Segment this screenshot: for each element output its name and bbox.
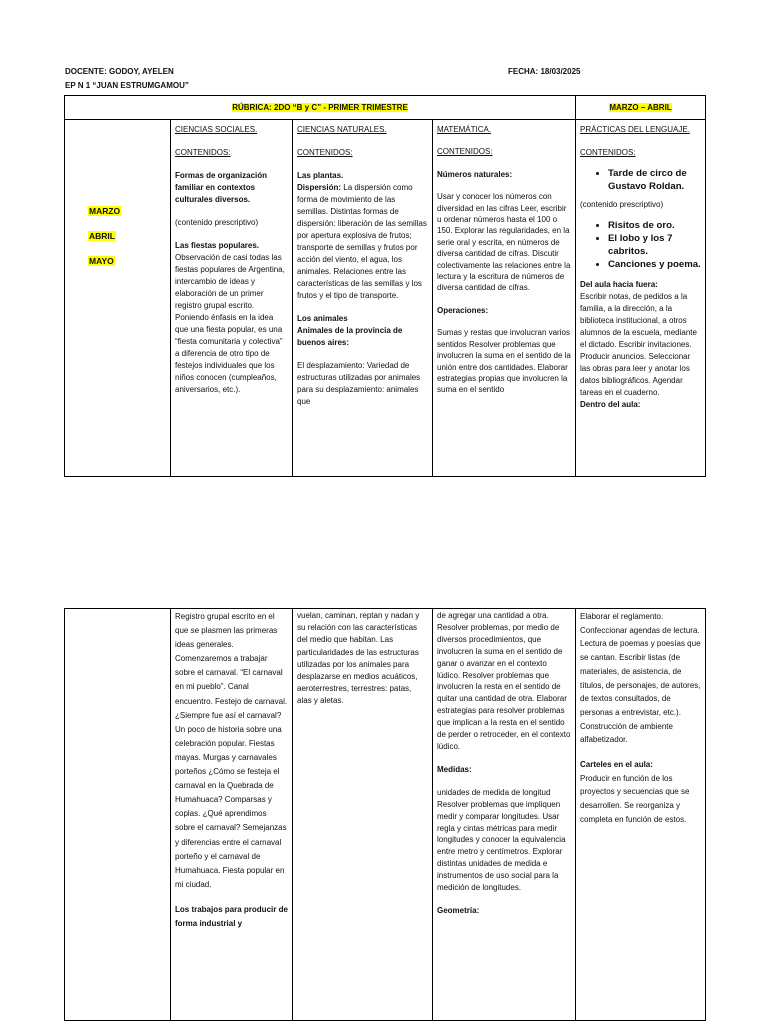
naturales-desplazamiento: El desplazamiento: Variedad de estructuras utilizadas por animales para su desplazamiento: animales que bbox=[297, 361, 421, 406]
naturales-desplazamiento-continued: vuelan, caminan, reptan y nadan y su relación con las características del medio que habitan. Las particularidades de las estructuras utilizadas por los animales para desplazarse en medios acuáticos, aeroterrestres, terrestres: patas, alas y aletas. bbox=[297, 611, 420, 706]
rubric-period-cell bbox=[576, 96, 706, 120]
lenguaje-book-list-1 bbox=[580, 167, 701, 193]
lenguaje-dentro-aula-paragraph: Elaborar el reglamento. Confeccionar agendas de lectura. Lectura de poemas y poesías que se cantan. Escribir listas (de materiales, de asistencia, de títulos, de personajes, de autores, de textos consultados, de personas a entrevistar, etc.). Construcción de ambiente alfabetizador. bbox=[580, 612, 701, 745]
lenguaje-topic-aula-fuera: Del aula hacia fuera: bbox=[580, 280, 658, 289]
contenidos-label: CONTENIDOS: bbox=[437, 147, 493, 157]
list-item: • Tarde de circo de Gustavo Roldan. bbox=[608, 167, 701, 193]
subject-naturales: CIENCIAS NATURALES. bbox=[297, 125, 387, 134]
months-cell bbox=[65, 120, 171, 477]
sociales-topic-trabajos: Los trabajos para producir de forma industrial y bbox=[175, 904, 288, 928]
matematica-topic-geometria: Geometría: bbox=[437, 905, 480, 915]
naturales-cell-continued bbox=[293, 609, 433, 1021]
months-cell-continued bbox=[65, 609, 171, 1021]
matematica-topic-medidas: Medidas: bbox=[437, 764, 472, 774]
subject-sociales: CIENCIAS SOCIALES. bbox=[175, 125, 258, 134]
matematica-topic-operaciones: Operaciones: bbox=[437, 305, 489, 315]
rubric-period: MARZO – ABRIL bbox=[609, 103, 672, 112]
sociales-cell-continued bbox=[171, 609, 293, 1021]
contenidos-label: CONTENIDOS: bbox=[297, 148, 353, 157]
sociales-fiestas-paragraph: Las fiestas populares. Observación de casi todas las fiestas populares de Argentina, intercambio de ideas y elaboración de un primer registro grupal escrito. Poniendo énfasis en la idea que una fiesta popular, es una “fiesta comunitaria y colectiva” a diferencia de otro tipo de festejos individuales que los niños conocen (cumpleaños, aniversarios, etc.). bbox=[175, 241, 285, 394]
matematica-operaciones-paragraph: Sumas y restas que involucran varios sentidos Resolver problemas que involucren la suma en el sentido de la unión entre dos cantidades. Elaborar estrategias propias que involucren la suma en el sentido bbox=[437, 328, 571, 395]
lenguaje-book-list-2 bbox=[580, 219, 701, 271]
contenidos-label: CONTENIDOS: bbox=[175, 148, 231, 157]
list-item: • Risitos de oro. bbox=[608, 219, 701, 232]
matematica-topic-numeros: Números naturales: bbox=[437, 169, 513, 179]
rubric-title: RÚBRICA: 2DO “B y C” - PRIMER TRIMESTRE bbox=[232, 103, 408, 112]
matematica-operaciones-continued: de agregar una cantidad a otra. Resolver problemas, por medio de diversos procedimientos, que involucren la suma en el sentido de ganar o avanzar en el contexto lúdico. Resolver problemas que involucren la resta en el sentido de quitar una cantidad de otra. Elaborar estrategias para resolver problemas que implican a la resta en el sentido de perder o retroceder, en el contexto lúdico. bbox=[437, 611, 571, 751]
months-list bbox=[88, 206, 121, 281]
matematica-medidas-paragraph: unidades de medida de longitud Resolver problemas que impliquen medir y comparar longitudes. Usar regla y cintas métricas para medir longitudes y conocer la equivalencia entre metro y centímetros. Explorar distintas unidades de medida e instrumentos de uso social para la medición de longitudes. bbox=[437, 787, 566, 893]
school-name: EP N 1 “JUAN ESTRUMGAMOU” bbox=[65, 81, 189, 90]
naturales-cell bbox=[293, 120, 433, 477]
matematica-cell-continued bbox=[433, 609, 576, 1021]
list-item: • Canciones y poema. bbox=[608, 258, 701, 271]
month-abril: ABRIL bbox=[89, 231, 115, 241]
sociales-carnaval-paragraph: Registro grupal escrito en el que se plasmen las primeras ideas generales. Comenzaremos a trabajar sobre el carnaval. “El carnaval en mi pueblo”. Canal encuentro. Festejo de carnaval. ¿Siempre fue así el carnaval? Un poco de historia sobre una celebración popular. Fiestas mayas. Murgas y carnavales porteños ¿Cómo se festeja el carnaval en la Quebrada de Humahuaca? Comparsas y coplas. ¿Qué aprendimos sobre el carnaval? Semejanzas y diferencias entre el carnaval porteño y el carnaval de Humahuaca. Fiesta popular en mi ciudad. bbox=[175, 612, 288, 889]
sociales-prescriptivo: (contenido prescriptivo) bbox=[175, 218, 259, 227]
naturales-dispersion-paragraph: Dispersión: La dispersión como forma de movimiento de las semillas. Distintas formas de dispersión: liberación de las semillas por apertura explosiva de frutos; transporte de semillas y frutos por acción del viento, el agua, los animales. Relaciones entre las características de las semillas y los frutos y el tipo de transporte. bbox=[297, 183, 427, 300]
subject-lenguaje: PRÁCTICAS DEL LENGUAJE. bbox=[580, 125, 690, 134]
rubric-table-page-2 bbox=[64, 608, 706, 1021]
month-marzo: MARZO bbox=[89, 206, 121, 216]
matematica-cell bbox=[433, 120, 576, 477]
contenidos-label: CONTENIDOS: bbox=[580, 148, 636, 157]
list-item: • El lobo y los 7 cabritos. bbox=[608, 232, 701, 258]
lenguaje-prescriptivo: (contenido prescriptivo) bbox=[580, 200, 664, 209]
naturales-topic-animales-ba: Animales de la provincia de buenos aires: bbox=[297, 326, 403, 347]
naturales-topic-animales: Los animales bbox=[297, 314, 348, 323]
lenguaje-cell bbox=[576, 120, 706, 477]
rubric-title-cell bbox=[65, 96, 576, 120]
lenguaje-topic-dentro-aula: Dentro del aula: bbox=[580, 400, 641, 409]
teacher-name: DOCENTE: GODOY, AYELEN bbox=[65, 67, 174, 76]
matematica-numeros-paragraph: Usar y conocer los números con diversidad en las cifras Leer, escribir u ordenar números hasta el 100 o 150. Explorar las regularidades, en la serie oral y escrita, en números de diversa cantidad de cifras. Discutir colectivamente las relaciones entre la lectura y la escritura de números de diversa cantidad de cifras. bbox=[437, 192, 571, 293]
lenguaje-topic-carteles: Carteles en el aula: bbox=[580, 760, 653, 770]
lenguaje-cell-continued bbox=[576, 609, 706, 1021]
sociales-topic-familia: Formas de organización familiar en contextos culturales diversos. bbox=[175, 171, 268, 204]
naturales-topic-plantas: Las plantas. bbox=[297, 171, 344, 180]
sociales-topic-fiestas: Las fiestas populares. bbox=[175, 241, 260, 250]
rubric-table-page-1 bbox=[64, 95, 706, 477]
lenguaje-carteles-paragraph: Producir en función de los proyectos y secuencias que se desarrollen. Se reorganiza y completa en función de estos. bbox=[580, 773, 690, 824]
document-date: FECHA: 18/03/2025 bbox=[508, 67, 581, 76]
lenguaje-aula-fuera-paragraph: Escribir notas, de pedidos a la familia, a la dirección, a la biblioteca institucional, a otros alumnos de la escuela, mediante el dictado. Escribir invitaciones. Producir anuncios. Seleccionar las obras para leer y anotar los datos bibliográficos. Agendar tareas en el cuaderno. bbox=[580, 292, 697, 397]
month-mayo: MAYO bbox=[89, 256, 114, 266]
subject-matematica: MATEMÁTICA. bbox=[437, 125, 492, 134]
sociales-cell bbox=[171, 120, 293, 477]
